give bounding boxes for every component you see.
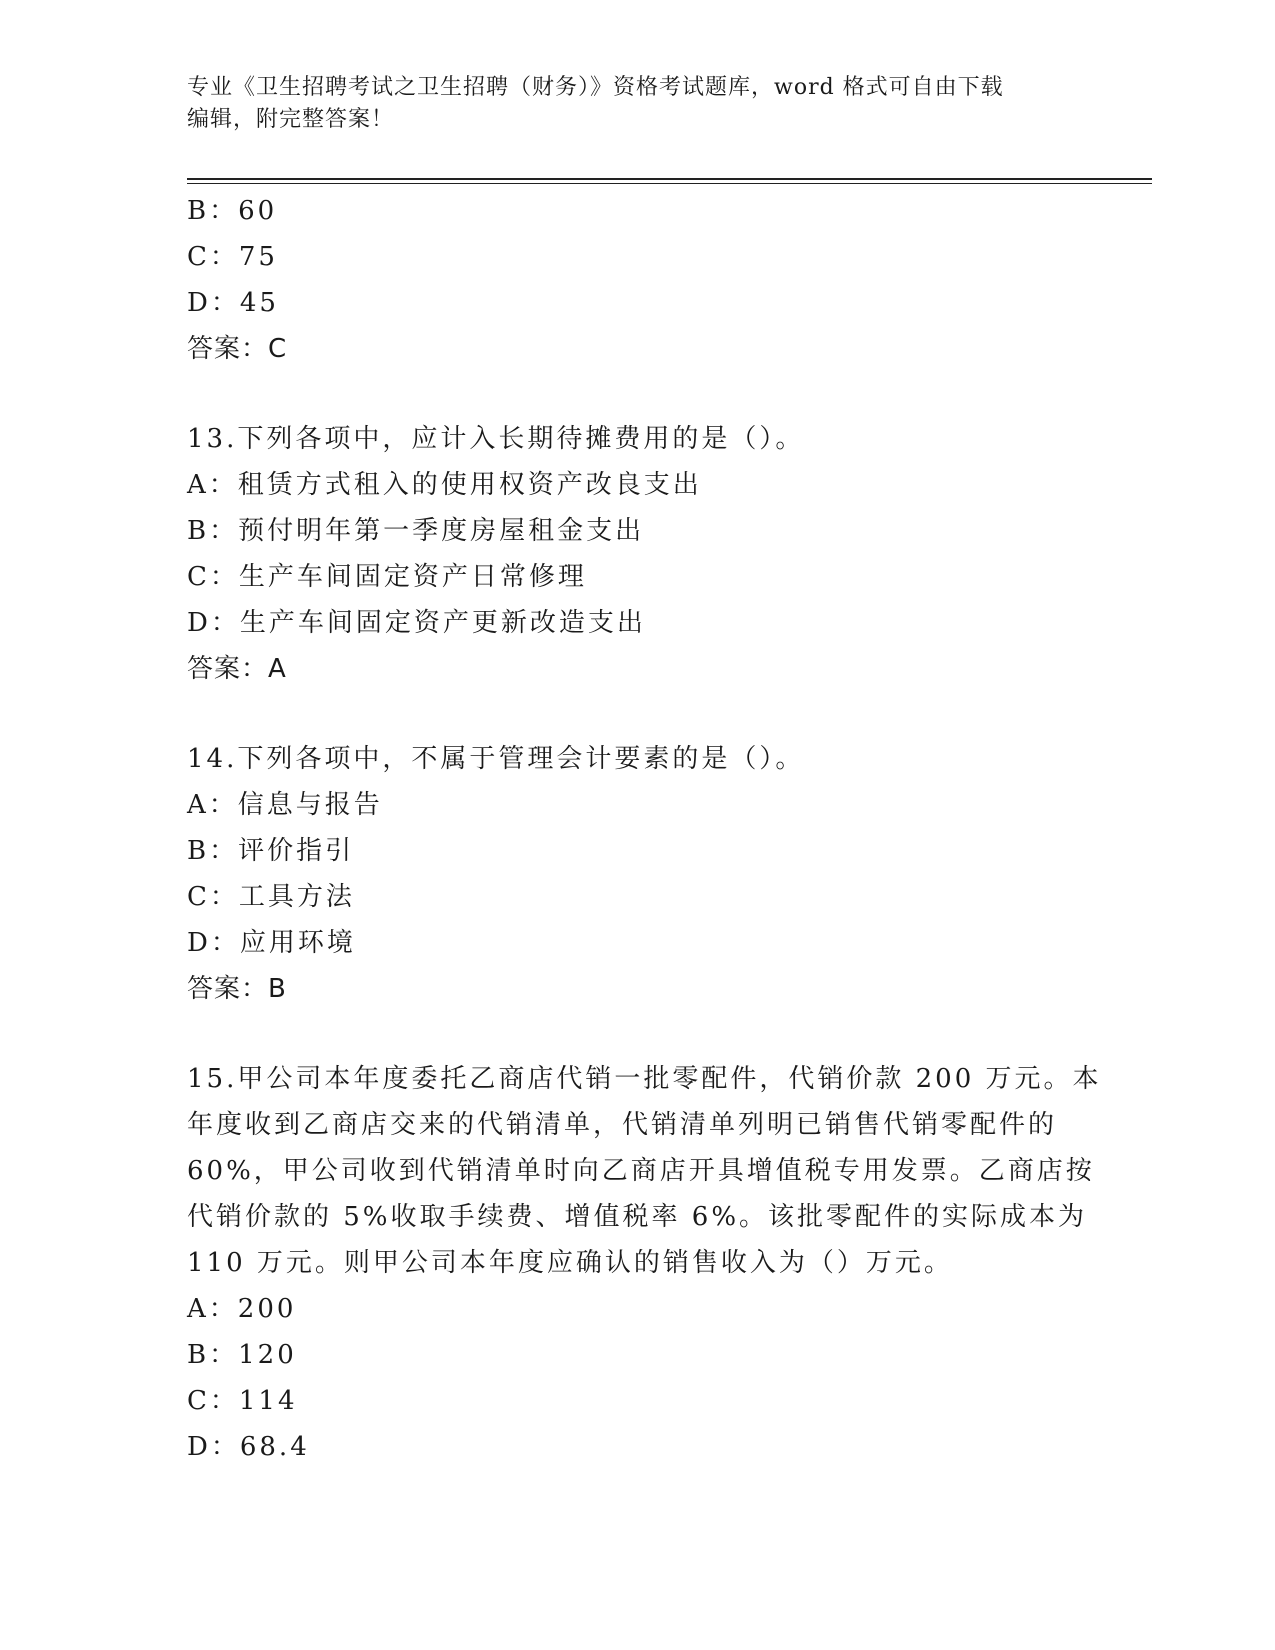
prev-question-block (187, 188, 1087, 372)
header-title-line-2: 编辑，附完整答案！ (187, 107, 395, 132)
option-c: C：生产车间固定资产日常修理 (187, 562, 587, 592)
option-d: D：应用环境 (187, 928, 356, 958)
header-divider-thin (187, 183, 1152, 184)
option-c: C：75 (187, 242, 278, 272)
answer-line: 答案：B (187, 974, 287, 1004)
question-stem-line-3: 60%，甲公司收到代销清单时向乙商店开具增值税专用发票。乙商店按 (187, 1156, 1095, 1186)
question-15-block (187, 1056, 1102, 1470)
option-b: B：预付明年第一季度房屋租金支出 (187, 516, 645, 546)
option-a: A：租赁方式租入的使用权资产改良支出 (187, 470, 702, 500)
spacer (187, 692, 1087, 736)
option-d: D：生产车间固定资产更新改造支出 (187, 608, 646, 638)
question-14-block (187, 736, 1087, 1012)
question-stem-line-5: 110 万元。则甲公司本年度应确认的销售收入为（）万元。 (187, 1248, 953, 1278)
question-stem-line-4: 代销价款的 5%收取手续费、增值税率 6%。该批零配件的实际成本为 (187, 1202, 1088, 1232)
header-title-line-1: 专业《卫生招聘考试之卫生招聘（财务）》资格考试题库，word 格式可自由下载 (187, 75, 1004, 100)
option-a: A：信息与报告 (187, 790, 383, 820)
option-b: B：评价指引 (187, 836, 355, 866)
question-stem: 13.下列各项中，应计入长期待摊费用的是（）。 (187, 424, 805, 454)
spacer (187, 372, 1087, 416)
header-divider-thick (187, 178, 1152, 180)
option-d: D：68.4 (187, 1432, 310, 1462)
question-13-block (187, 416, 1087, 692)
answer-line: 答案：C (187, 334, 288, 364)
question-stem: 14.下列各项中，不属于管理会计要素的是（）。 (187, 744, 805, 774)
option-c: C：114 (187, 1386, 298, 1416)
question-stem-line-2: 年度收到乙商店交来的代销清单，代销清单列明已销售代销零配件的 (187, 1110, 1058, 1140)
option-c: C：工具方法 (187, 882, 355, 912)
option-d: D：45 (187, 288, 279, 318)
question-content (187, 188, 1102, 1470)
answer-line: 答案：A (187, 654, 287, 684)
option-b: B：120 (187, 1340, 297, 1370)
question-stem-line-1: 15.甲公司本年度委托乙商店代销一批零配件，代销价款 200 万元。本 (187, 1064, 1102, 1094)
spacer (187, 1012, 1087, 1056)
option-b: B：60 (187, 196, 278, 226)
option-a: A：200 (187, 1294, 297, 1324)
document-header (187, 72, 1087, 136)
